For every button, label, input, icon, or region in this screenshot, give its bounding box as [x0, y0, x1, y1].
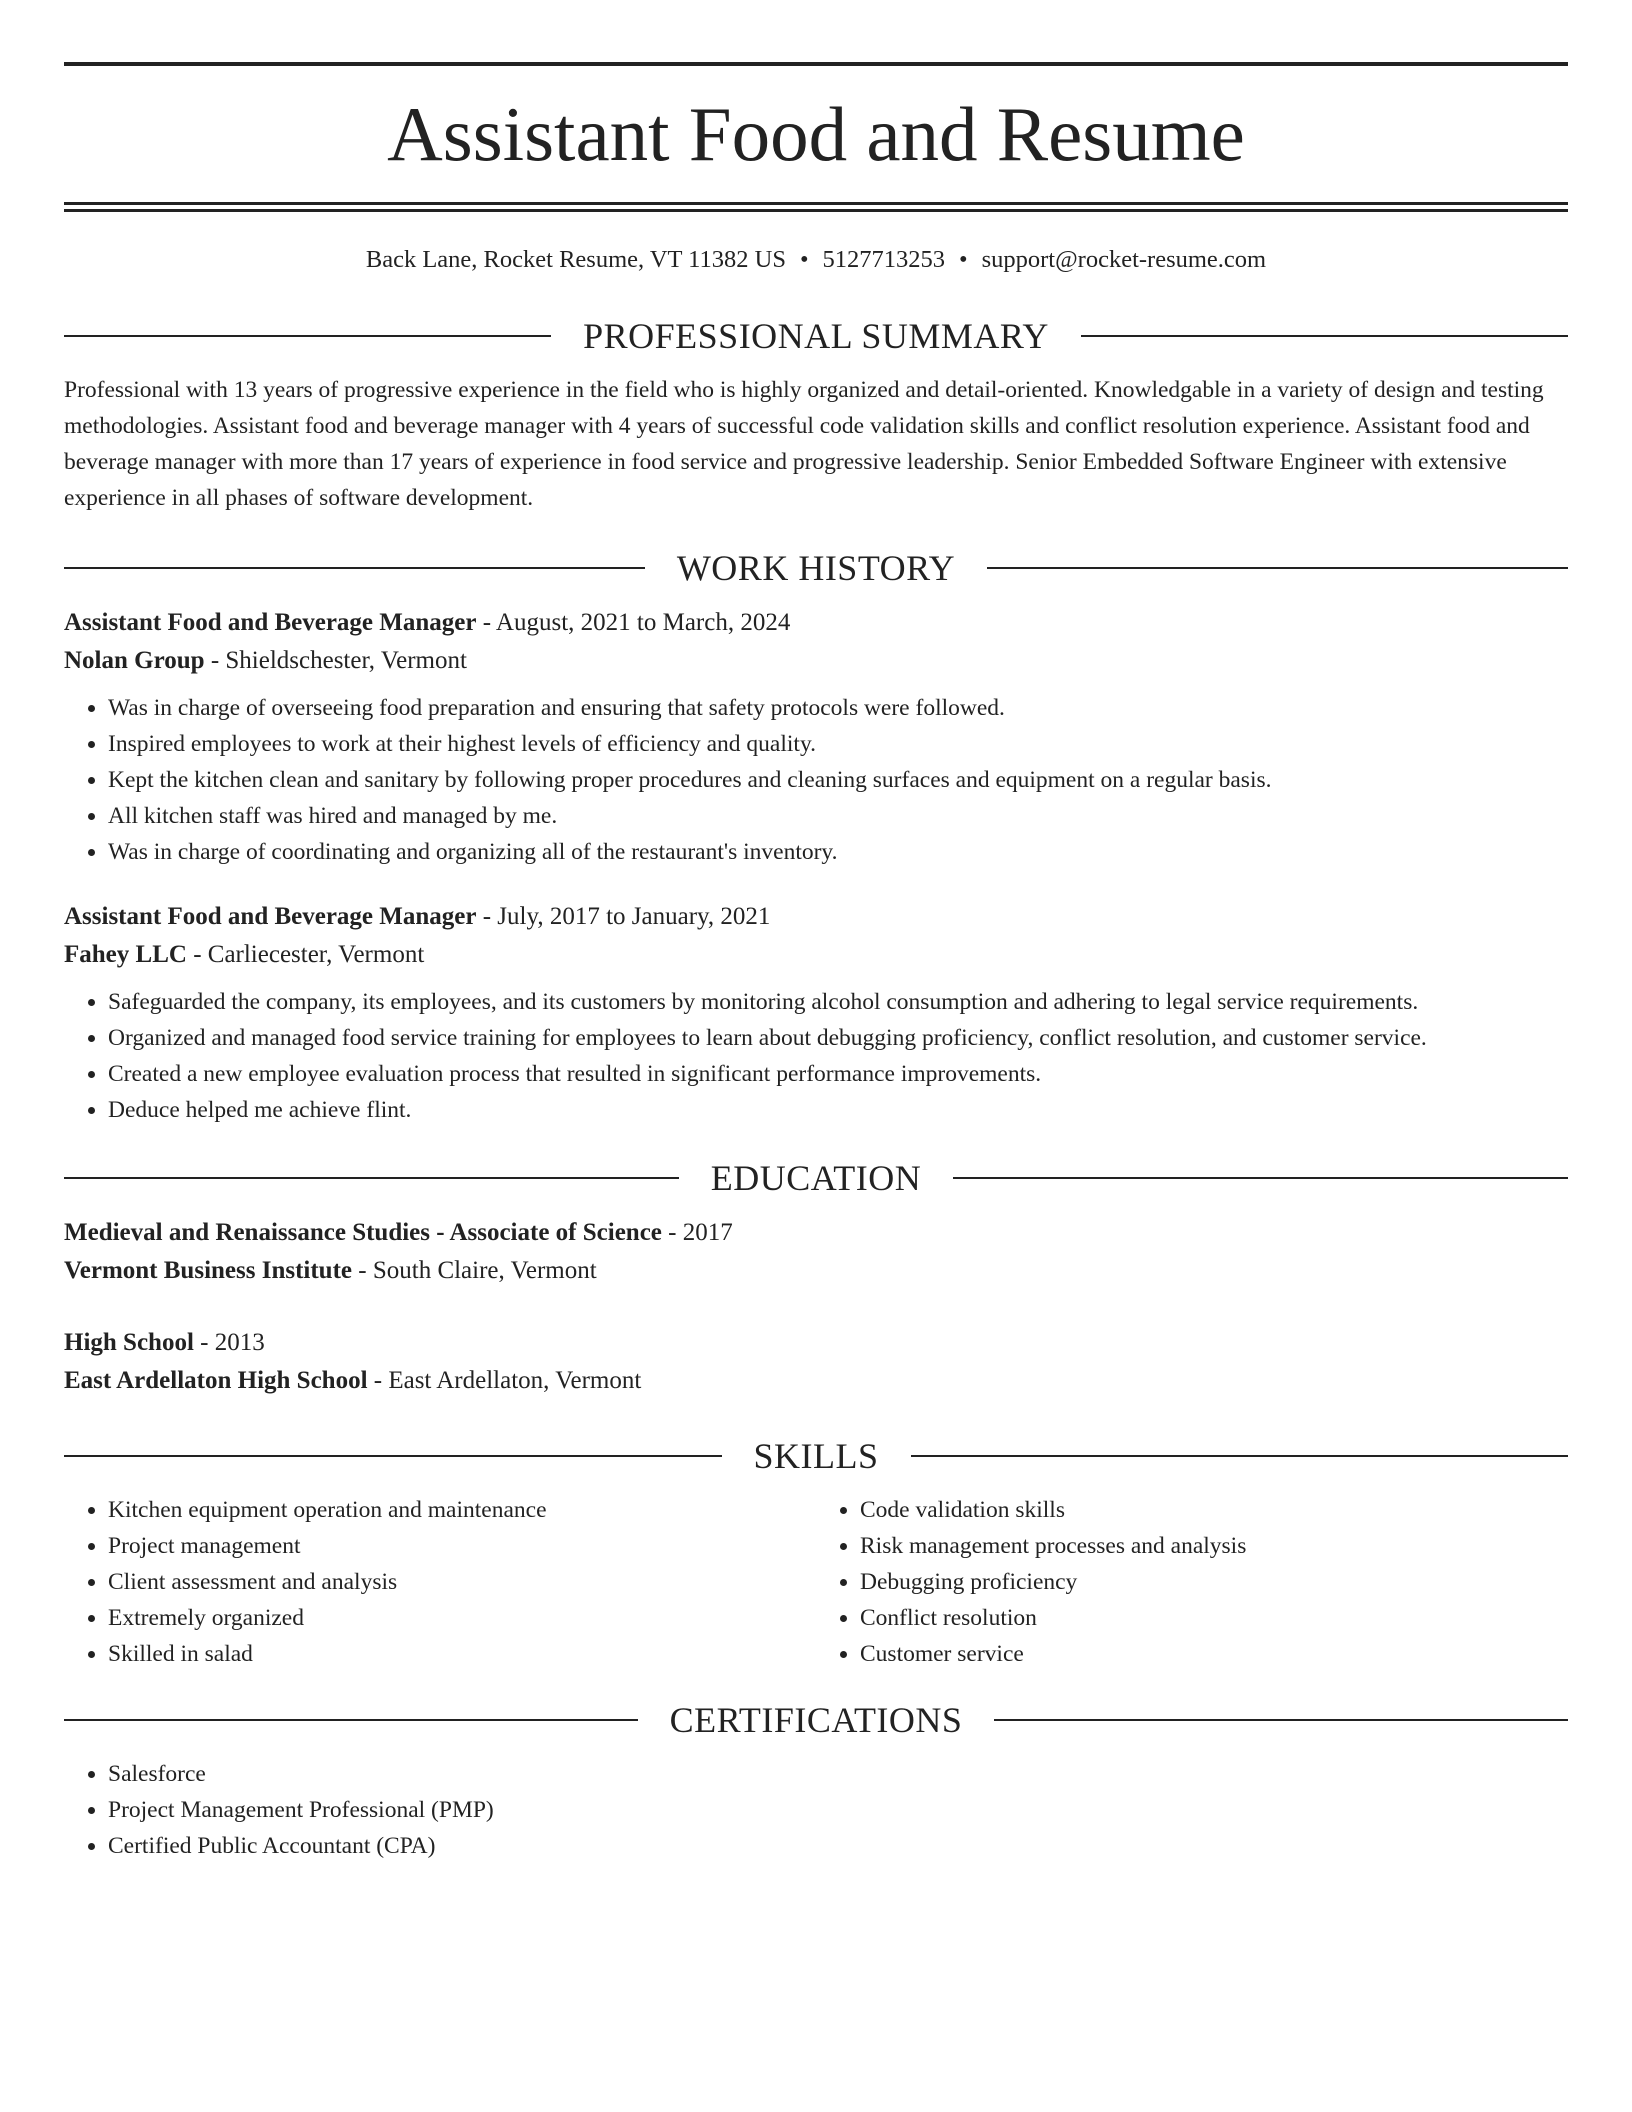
contact-separator: •	[959, 246, 968, 273]
section-title: CERTIFICATIONS	[669, 1700, 963, 1740]
skill-item: • Risk management processes and analysis	[860, 1528, 1568, 1564]
heading-rule	[987, 567, 1568, 569]
heading-rule	[64, 335, 551, 337]
skills-list-left	[64, 1492, 816, 1672]
heading-rule	[953, 1177, 1568, 1179]
job-company: Fahey LLC	[64, 941, 187, 968]
education-entry	[64, 1324, 1568, 1400]
job-title: Assistant Food and Beverage Manager	[64, 609, 477, 636]
education-degree-line	[64, 1214, 1568, 1252]
heading-rule	[64, 1177, 679, 1179]
education-degree: High School	[64, 1329, 194, 1356]
job-bullet: • All kitchen staff was hired and managed by me.	[108, 798, 1568, 834]
job-location: - Shieldschester, Vermont	[204, 647, 467, 674]
education-location: - East Ardellaton, Vermont	[367, 1367, 642, 1394]
education-year: - 2017	[661, 1219, 733, 1246]
job-company-line	[64, 936, 1568, 974]
education-entry	[64, 1214, 1568, 1290]
certification-item: • Project Management Professional (PMP)	[108, 1792, 1568, 1828]
skill-item: • Conflict resolution	[860, 1600, 1568, 1636]
contact-separator: •	[799, 246, 809, 273]
contact-line	[64, 244, 1568, 276]
heading-rule	[64, 567, 645, 569]
job-bullet: • Organized and managed food service training for employees to learn about debugging proficiency, conflict resolution, and customer service.	[108, 1020, 1568, 1056]
contact-address: Back Lane, Rocket Resume, VT 11382 US	[365, 246, 786, 273]
section-title: SKILLS	[753, 1436, 879, 1476]
skill-item: • Client assessment and analysis	[108, 1564, 816, 1600]
heading-rule	[1081, 335, 1568, 337]
job-location: - Carliecester, Vermont	[186, 941, 425, 968]
skill-item: • Debugging proficiency	[860, 1564, 1568, 1600]
heading-rule	[64, 1719, 638, 1721]
skills-list-right	[816, 1492, 1568, 1672]
summary-text: Professional with 13 years of progressive experience in the field who is highly organized and detail-oriented. Knowledgable in a variety of design and testing methodologies. Assistant food and beverage manager with 4 years of successful code validation skills and conflict resolution experience. Assistant food and beverage manager with more than 17 years of experience in food service and progressive leadership. Senior Embedded Software Engineer with extensive experience in all phases of software development.	[64, 377, 1544, 511]
heading-rule	[994, 1719, 1568, 1721]
contact-phone: 5127713253	[822, 246, 946, 273]
education-school-line	[64, 1362, 1568, 1400]
job-dates: - August, 2021 to March, 2024	[476, 609, 791, 636]
education-school: East Ardellaton High School	[64, 1367, 368, 1394]
resume-name: Assistant Food and Resume	[387, 91, 1245, 177]
section-heading-education	[64, 1156, 1568, 1200]
job-bullets	[64, 690, 1568, 870]
skill-item: • Project management	[108, 1528, 816, 1564]
education-location: - South Claire, Vermont	[352, 1257, 597, 1284]
job-bullet: • Created a new employee evaluation process that resulted in significant performance improvements.	[108, 1056, 1568, 1092]
section-heading-summary	[64, 314, 1568, 358]
education-year: - 2013	[193, 1329, 265, 1356]
job-bullet: • Deduce helped me achieve flint.	[108, 1092, 1568, 1128]
skill-item: • Skilled in salad	[108, 1636, 816, 1672]
job-title-line	[64, 604, 1568, 642]
section-heading-work	[64, 546, 1568, 590]
job-bullet: • Was in charge of overseeing food preparation and ensuring that safety protocols were followed.	[108, 690, 1568, 726]
section-title: WORK HISTORY	[676, 548, 956, 588]
job-company-line	[64, 642, 1568, 680]
job-entry	[64, 898, 1568, 1128]
education-degree: Medieval and Renaissance Studies - Associate of Science	[64, 1219, 662, 1246]
job-bullet: • Inspired employees to work at their highest levels of efficiency and quality.	[108, 726, 1568, 762]
job-bullets	[64, 984, 1568, 1128]
skill-item: • Customer service	[860, 1636, 1568, 1672]
job-title: Assistant Food and Beverage Manager	[64, 903, 477, 930]
section-heading-skills	[64, 1434, 1568, 1478]
job-entry	[64, 604, 1568, 870]
skill-item: • Extremely organized	[108, 1600, 816, 1636]
job-bullet: • Kept the kitchen clean and sanitary by following proper procedures and cleaning surfaces and equipment on a regular basis.	[108, 762, 1568, 798]
certification-item: • Salesforce	[108, 1756, 1568, 1792]
education-school: Vermont Business Institute	[64, 1257, 353, 1284]
section-heading-certifications	[64, 1698, 1568, 1742]
skill-item: • Kitchen equipment operation and maintenance	[108, 1492, 816, 1528]
education-degree-line	[64, 1324, 1568, 1362]
heading-rule	[64, 1455, 722, 1457]
job-title-line	[64, 898, 1568, 936]
skills-grid	[64, 1492, 1568, 1672]
job-bullet: • Was in charge of coordinating and organizing all of the restaurant's inventory.	[108, 834, 1568, 870]
double-rule	[64, 202, 1568, 212]
heading-rule	[911, 1455, 1569, 1457]
skill-item: • Code validation skills	[860, 1492, 1568, 1528]
section-title: EDUCATION	[710, 1158, 922, 1198]
contact-email: support@rocket-resume.com	[981, 246, 1267, 273]
job-company: Nolan Group	[64, 647, 205, 674]
resume-page	[64, 0, 1568, 1864]
job-bullet: • Safeguarded the company, its employees, and its customers by monitoring alcohol consumption and adhering to legal service requirements.	[108, 984, 1568, 1020]
education-school-line	[64, 1252, 1568, 1290]
section-title: PROFESSIONAL SUMMARY	[583, 316, 1049, 356]
job-dates: - July, 2017 to January, 2021	[476, 903, 771, 930]
top-rule	[64, 62, 1568, 66]
certification-item: • Certified Public Accountant (CPA)	[108, 1828, 1568, 1864]
certifications-list	[64, 1756, 1568, 1864]
